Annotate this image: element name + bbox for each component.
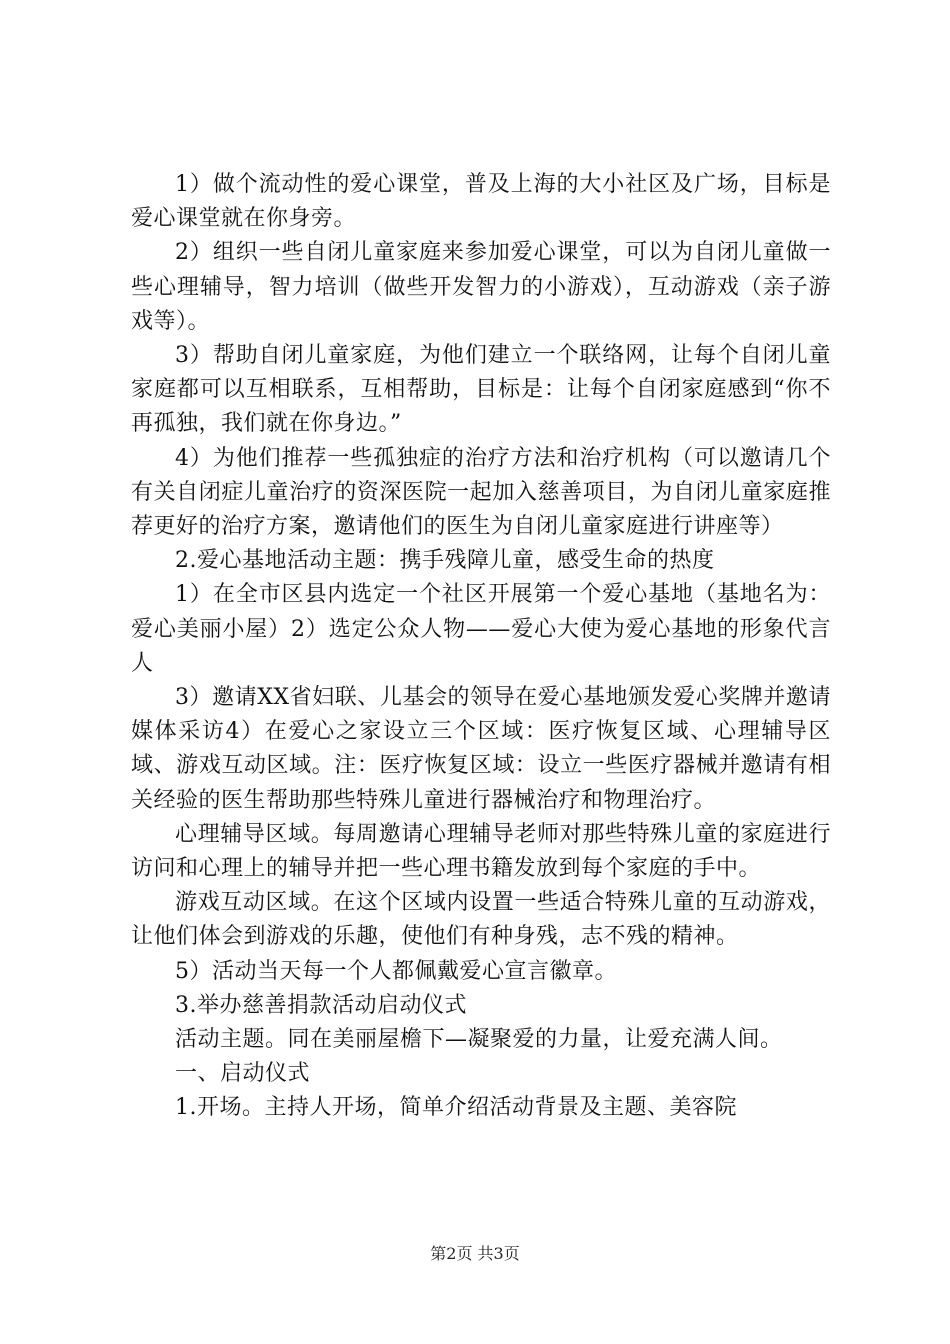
paragraph-2: 2）组织一些自闭儿童家庭来参加爱心课堂，可以为自闭儿童做一些心理辅导，智力培训（做些开发智力的小游戏），互动游戏（亲子游戏等）。 bbox=[131, 240, 831, 334]
paragraph-13: 一、启动仪式 bbox=[175, 1061, 311, 1087]
paragraph-11: 3.举办慈善捐款活动启动仪式 bbox=[175, 992, 467, 1018]
paragraph-14: 1.开场。主持人开场，简单介绍活动背景及主题、美容院 bbox=[175, 1095, 737, 1121]
paragraph-8: 心理辅导区域。每周邀请心理辅导老师对那些特殊儿童的家庭进行访问和心理上的辅导并把一些心理书籍发放到每个家庭的手中。 bbox=[131, 821, 831, 882]
document-body bbox=[131, 168, 831, 1126]
paragraph-9: 游戏互动区域。在这个区域内设置一些适合特殊儿童的互动游戏，让他们体会到游戏的乐趣，使他们有种身残，志不残的精神。 bbox=[131, 890, 831, 950]
page-footer: 第2页 共3页 bbox=[430, 1244, 520, 1263]
paragraph-12: 活动主题。同在美丽屋檐下—凝聚爱的力量，让爱充满人间。 bbox=[175, 1027, 783, 1053]
paragraph-1: 1）做个流动性的爱心课堂，普及上海的大小社区及广场，目标是爱心课堂就在你身旁。 bbox=[131, 172, 831, 232]
paragraph-10: 5）活动当天每一个人都佩戴爱心宣言徽章。 bbox=[175, 958, 617, 984]
paragraph-6: 1）在全市区县内选定一个社区开展第一个爱心基地（基地名为：爱心美丽小屋）2）选定公众人物——爱心大使为爱心基地的形象代言人 bbox=[131, 582, 831, 676]
paragraph-3: 3）帮助自闭儿童家庭，为他们建立一个联络网，让每个自闭儿童家庭都可以互相联系，互相帮助，目标是：让每个自闭家庭感到“你不再孤独，我们就在你身边。” bbox=[131, 343, 831, 437]
paragraph-7: 3）邀请XX省妇联、儿基会的领导在爱心基地颁发爱心奖牌并邀请媒体采访4）在爱心之家设立三个区域：医疗恢复区域、心理辅导区域、游戏互动区域。注：医疗恢复区域：设立一些医疗器械并邀请有相关经验的医生帮助那些特殊儿童进行器械治疗和物理治疗。 bbox=[131, 685, 831, 813]
paragraph-4: 4）为他们推荐一些孤独症的治疗方法和治疗机构（可以邀请几个有关自闭症儿童治疗的资深医院一起加入慈善项目，为自闭儿童家庭推荐更好的治疗方案，邀请他们的医生为自闭儿童家庭进行讲座等） bbox=[131, 445, 831, 540]
paragraph-5: 2.爱心基地活动主题：携手残障儿童，感受生命的热度 bbox=[175, 548, 715, 574]
